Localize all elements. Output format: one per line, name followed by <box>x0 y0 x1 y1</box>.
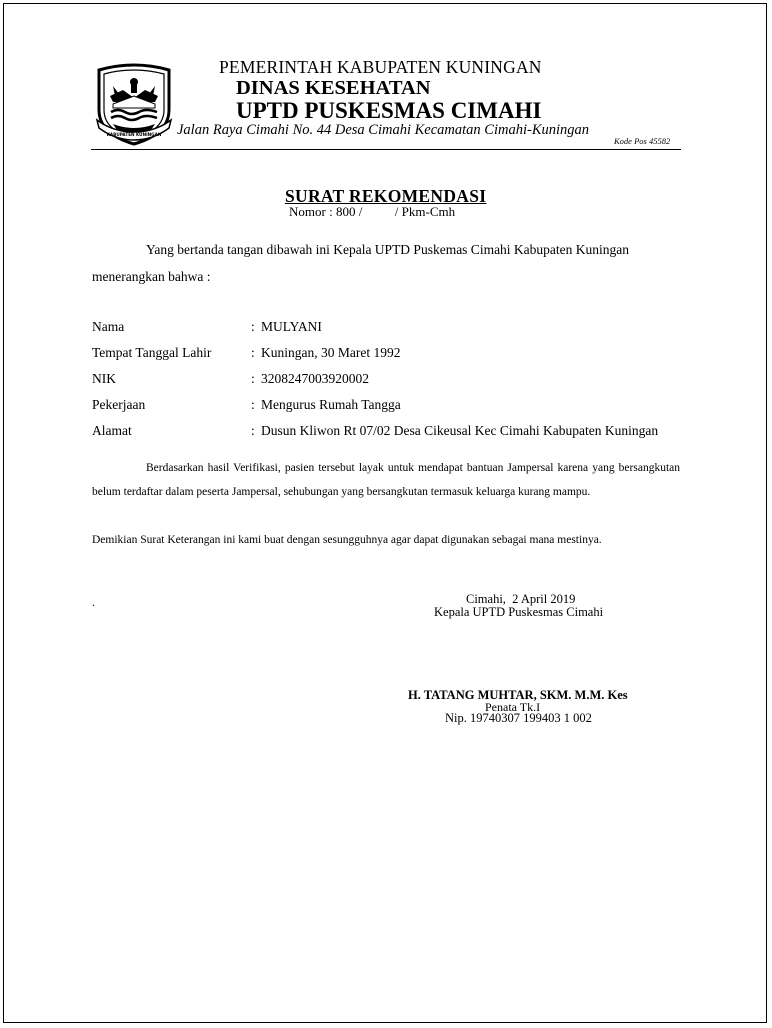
field-label: Pekerjaan <box>92 397 146 412</box>
intro-line-2: menerangkan bahwa : <box>92 269 211 284</box>
field-colon: : <box>251 397 255 412</box>
field-label: Nama <box>92 319 125 334</box>
field-colon: : <box>251 319 255 334</box>
header-office: UPTD PUSKESMAS CIMAHI <box>236 98 542 123</box>
field-value: Kuningan, 30 Maret 1992 <box>261 345 401 360</box>
field-value: Mengurus Rumah Tangga <box>261 397 401 412</box>
field-value: MULYANI <box>261 319 322 334</box>
closing-statement: Demikian Surat Keterangan ini kami buat dengan sesungguhnya agar dapat digunakan sebagai mana mestinya. <box>92 534 602 546</box>
signature-position: Kepala UPTD Puskesmas Cimahi <box>434 605 604 619</box>
signatory-nip: Nip. 19740307 199403 1 002 <box>445 711 592 725</box>
signature-place-date: Cimahi, 2 April 2019 <box>466 592 576 606</box>
field-label: NIK <box>92 371 116 386</box>
field-label: Tempat Tanggal Lahir <box>92 345 212 360</box>
regency-emblem-logo <box>93 60 175 146</box>
signatory-name: H. TATANG MUHTAR, SKM. M.M. Kes <box>408 688 628 702</box>
header-address: Jalan Raya Cimahi No. 44 Desa Cimahi Kecamatan Cimahi-Kuningan <box>177 122 590 138</box>
intro-line-1: Yang bertanda tangan dibawah ini Kepala UPTD Puskemas Cimahi Kabupaten Kuningan <box>146 242 630 257</box>
letter-title: SURAT REKOMENDASI <box>285 186 487 206</box>
header-divider <box>91 149 681 150</box>
stray-dot: . <box>92 595 95 609</box>
field-value: 3208247003920002 <box>261 371 369 386</box>
field-colon: : <box>251 423 255 438</box>
field-colon: : <box>251 371 255 386</box>
field-colon: : <box>251 345 255 360</box>
header-government: PEMERINTAH KABUPATEN KUNINGAN <box>219 57 542 77</box>
field-value: Dusun Kliwon Rt 07/02 Desa Cikeusal Kec Cimahi Kabupaten Kuningan <box>261 423 659 438</box>
header-postal-code: Kode Pos 45582 <box>614 136 671 146</box>
field-label: Alamat <box>92 423 132 438</box>
body-paragraph <box>92 456 680 504</box>
signatory-rank: Penata Tk.I <box>485 700 541 714</box>
letter-number: Nomor : 800 / / Pkm-Cmh <box>289 204 456 219</box>
body-paragraph-text: Berdasarkan hasil Verifikasi, pasien tersebut layak untuk mendapat bantuan Jampersal karena yang bersangkutan belum terdaftar dalam peserta Jampersal, sehubungan yang bersangkutan termasuk keluarga kurang mampu. <box>92 462 680 498</box>
header-department: DINAS KESEHATAN <box>236 77 431 99</box>
page-border <box>3 3 767 1023</box>
logo-ribbon-text: KABUPATEN KUNINGAN <box>106 132 162 137</box>
